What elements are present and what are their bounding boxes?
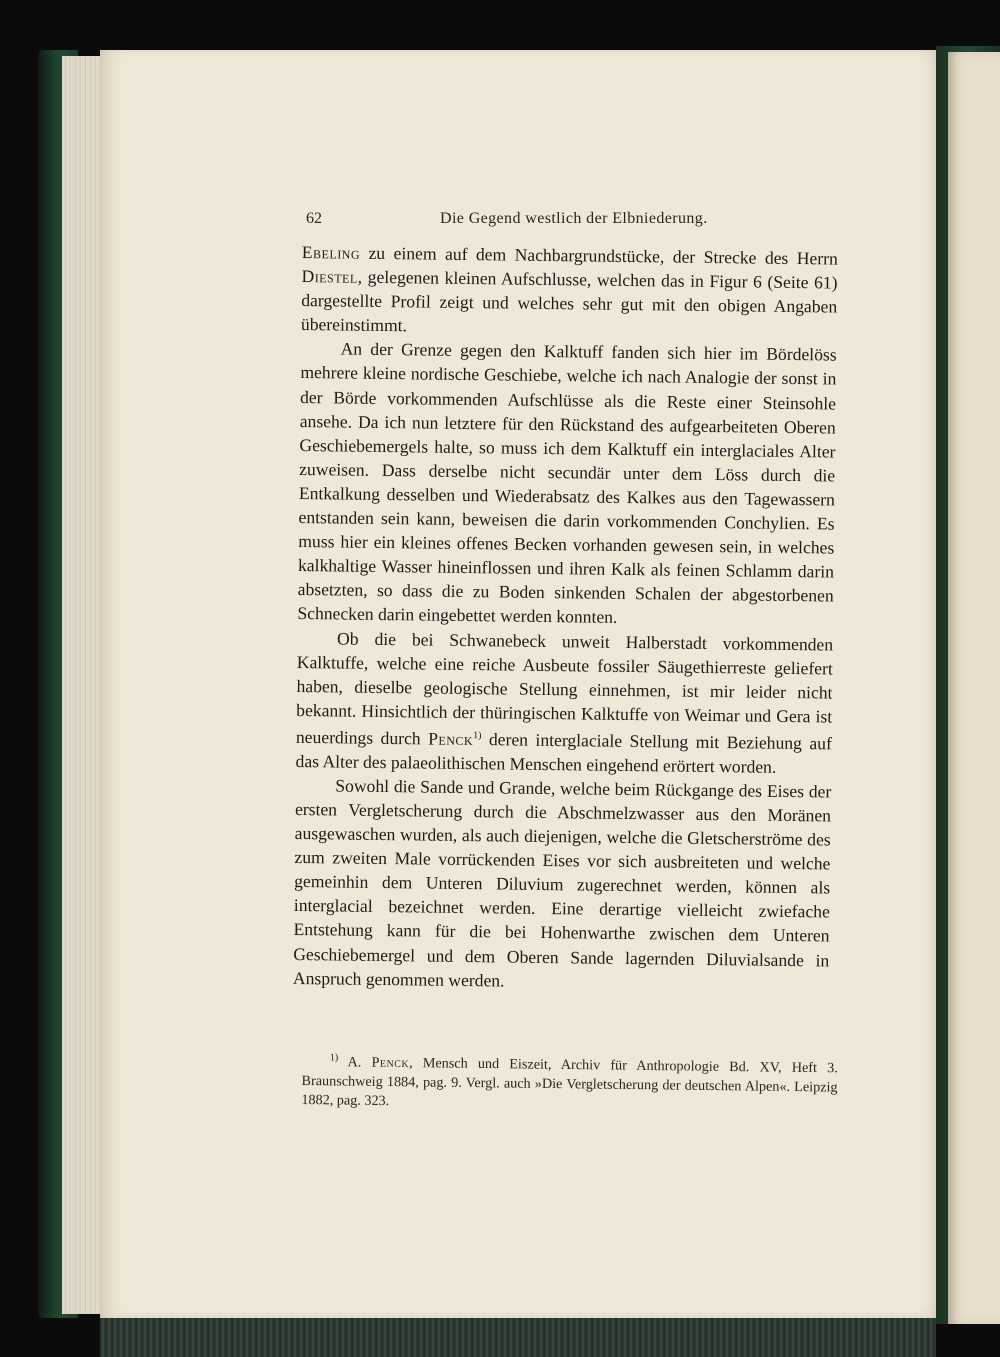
author-name: Penck: [428, 728, 474, 749]
footnote-mark: 1): [329, 1052, 339, 1064]
author-name: Penck: [371, 1054, 410, 1072]
paragraph-1: Ebeling zu einem auf dem Nachbargrundstücke, der Strecke des Herrn Diestel, gelegenen kleinen Aufschlusse, welchen das in Figur 6 (Seite 61) dargestellte Profil zeigt und welches sehr gut mit den obigen Angaben übereinstimmt.: [300, 241, 838, 336]
page-header: [306, 210, 711, 236]
body-text: [293, 240, 838, 996]
book-bottom-edge: [100, 1318, 936, 1357]
paragraph-2: An der Grenze gegen den Kalktuff fanden sich hier im Bördelöss mehrere kleine nordische Geschiebe, welche ich nach Analogie der sonst in der Börde vorkommenden Aufschlüsse als die Reste einer Steinsohle ansehe. Da ich nun letztere für den Rückstand des aufgearbeiteten Oberen Geschiebemergels halte, so muss ich dem Kalktuff ein interglaciales Alter zuweisen. Dass derselbe nicht secundär unter dem Löss durch die Entkalkung desselben und Wiederabsatz des Kalkes aus den Tagewassern entstanden sein kann, beweisen die darin vorkommenden Conchylien. Es muss hier ein kleines offenes Becken vorhanden gewesen sein, in welches kalkhaltige Wasser hineinflossen und ihren Kalk als feinen Schlamm darin absetzten, so dass die zu Boden sinkenden Schalen der abgestorbenen Schnecken darin eingebettet werden konnten.: [297, 338, 837, 628]
author-name: Ebeling: [301, 241, 361, 263]
footnote-reference: 1): [473, 730, 482, 742]
footnote: $^{1)}$ A. Penck, Mensch und Eiszeit, Archiv für Anthropologie Bd. XV, Heft 3. Braunschweig 1884, pag. 9. Vergl. auch »Die Vergletscherung der deutschen Alpen«. Leipzig 1882, pag. 323.: [301, 1052, 838, 1109]
facing-page-edge: [948, 52, 1000, 1324]
author-name: Diestel: [301, 266, 358, 287]
running-head: Die Gegend westlich der Elbniederung.: [440, 210, 708, 227]
paragraph-3: Ob die bei Schwanebeck unweit Halberstadt vorkommenden Kalktuffe, welche eine reiche Ausbeute fossiler Säugethierreste geliefert haben, dieselbe geologische Stellung einnehmen, ist mir leider nicht bekannt. Hinsichtlich der thüringischen Kalktuffe von Weimar und Gera ist neuerdings durch Penck$^{1)}$ deren interglaciale Stellung mit Beziehung auf das Alter des palaeolithischen Menschen eingehend erörtert worden.: [295, 627, 834, 777]
paragraph-4: Sowohl die Sande und Grande, welche beim Rückgange des Eises der ersten Vergletscherung durch die Abschmelzwasser aus den Moränen ausgewaschen wurden, als auch diejenigen, welche die Gletscherströme des zum zweiten Male vorrückenden Eises vor sich ausbreiteten und welche gemeinhin dem Unteren Diluvium zugerechnet werden, können als interglacial bezeichnet werden. Eine derartige vielleicht zwiefache Entstehung kann für die bei Hohenwarthe zwischen dem Unteren Geschiebemergel und dem Oberen Sande lagernden Diluvialsande in Anspruch genommen werden.: [292, 775, 832, 991]
page-number: 62: [306, 210, 322, 227]
